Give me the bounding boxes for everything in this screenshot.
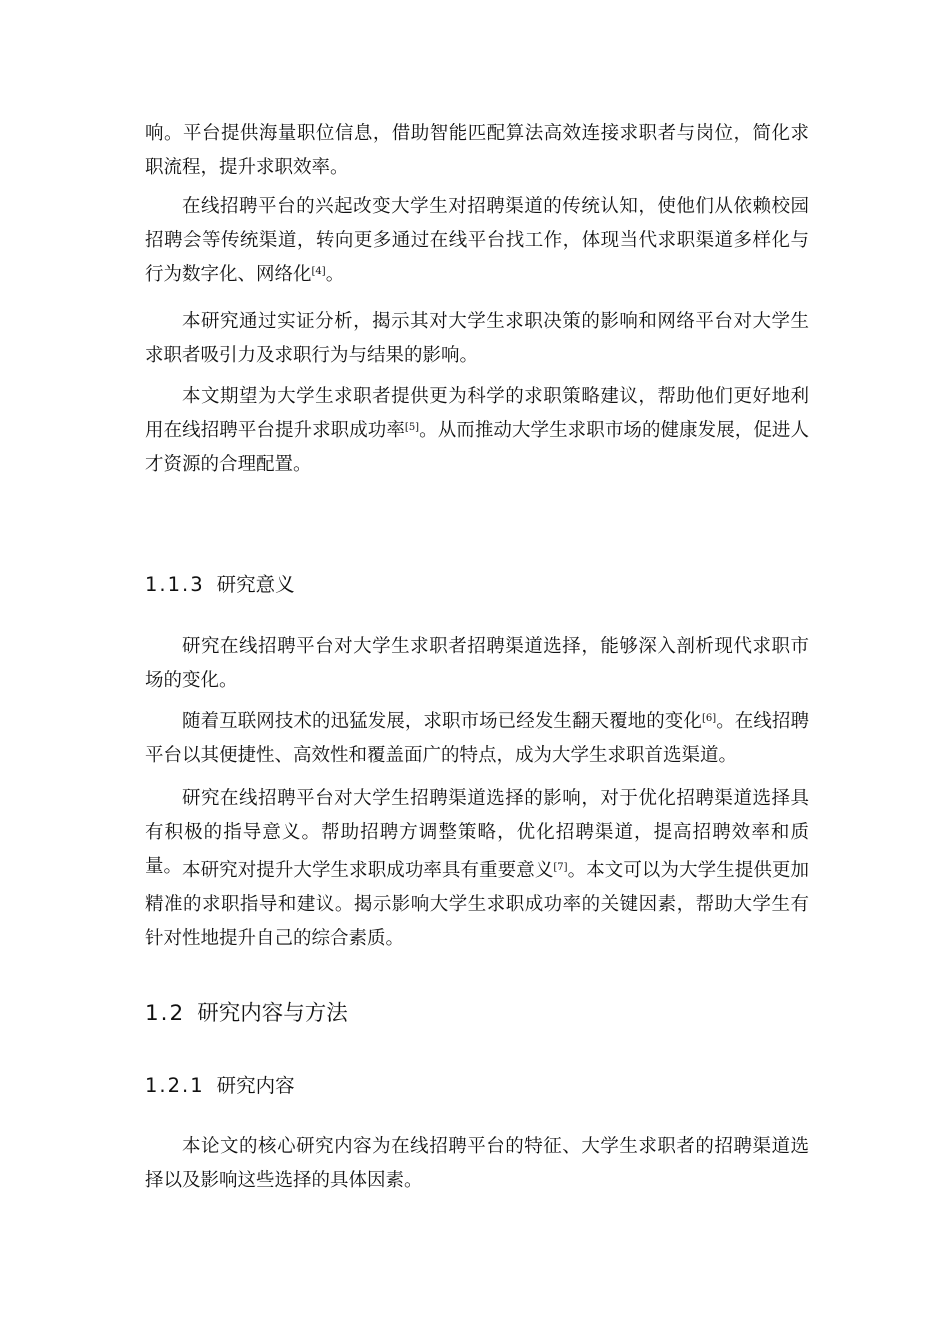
citation-6: [6] — [701, 713, 717, 724]
paragraph-text: 本研究对提升大学生求职成功率具有重要意义 — [182, 860, 554, 881]
citation-7: [7] — [553, 862, 568, 873]
section-number: 1.1.3 — [145, 573, 205, 596]
paragraph-research-content — [145, 1130, 809, 1198]
citation-4: [4] — [311, 266, 326, 277]
section-heading-1-2 — [145, 996, 348, 1027]
paragraph-text: 本文期望为大学生求职者提供更为科学的求职策略建议，帮助他们更好地利用在线招聘平台提升求职成功率 — [145, 386, 809, 441]
paragraph-continuation — [145, 117, 809, 185]
paragraph-text: 本研究通过实证分析，揭示其对大学生求职决策的影响和网络平台对大学生求职者吸引力及求职行为与结果的影响。 — [145, 311, 809, 366]
section-title: 研究内容与方法 — [197, 1001, 348, 1026]
section-heading-1-1-3 — [145, 569, 295, 597]
paragraph-text: 本论文的核心研究内容为在线招聘平台的特征、大学生求职者的招聘渠道选择以及影响这些选择的具体因素。 — [145, 1136, 809, 1191]
section-number: 1.2.1 — [145, 1074, 205, 1097]
paragraph-text: 。本文可以为大学生提供更加精准的求职指导和建议。揭示影响大学生求职成功率的关键因素，帮助大学生有针对性地提升自己的综合素质。 — [145, 860, 809, 949]
section-number: 1.2 — [145, 1001, 186, 1026]
paragraph-text: 研究在线招聘平台对大学生求职者招聘渠道选择，能够深入剖析现代求职市场的变化。 — [145, 636, 809, 691]
section-title: 研究意义 — [216, 573, 295, 596]
paragraph-expectation — [145, 380, 809, 482]
paragraph-text: 。从而推动大学生求职市场的健康发展，促进人才资源的合理配置。 — [145, 420, 809, 475]
paragraph-text: 。在线招聘平台以其便捷性、高效性和覆盖面广的特点，成为大学生求职首选渠道。 — [145, 711, 809, 766]
paragraph-empirical-analysis — [145, 305, 809, 373]
paragraph-significance-1 — [145, 630, 809, 698]
paragraph-text: 在线招聘平台的兴起改变大学生对招聘渠道的传统认知，使他们从依赖校园招聘会等传统渠道，转向更多通过在线平台找工作，体现当代求职渠道多样化与行为数字化、网络化 — [145, 196, 809, 285]
paragraph-online-recruitment-rise — [145, 190, 809, 292]
paragraph-significance-2 — [145, 705, 809, 773]
paragraph-significance-4 — [145, 854, 809, 956]
paragraph-text: 。 — [325, 264, 345, 285]
paragraph-text: 随着互联网技术的迅猛发展，求职市场已经发生翻天覆地的变化 — [182, 711, 702, 732]
paragraph-text: 研究在线招聘平台对大学生招聘渠道选择的影响，对于优化招聘渠道选择具有积极的指导意义。帮助招聘方调整策略，优化招聘渠道，提高招聘效率和质量。 — [145, 788, 809, 877]
section-title: 研究内容 — [216, 1074, 295, 1097]
citation-5: [5] — [404, 422, 420, 433]
section-heading-1-2-1 — [145, 1070, 295, 1098]
paragraph-text: 响。平台提供海量职位信息，借助智能匹配算法高效连接求职者与岗位，简化求职流程，提升求职效率。 — [145, 123, 809, 178]
